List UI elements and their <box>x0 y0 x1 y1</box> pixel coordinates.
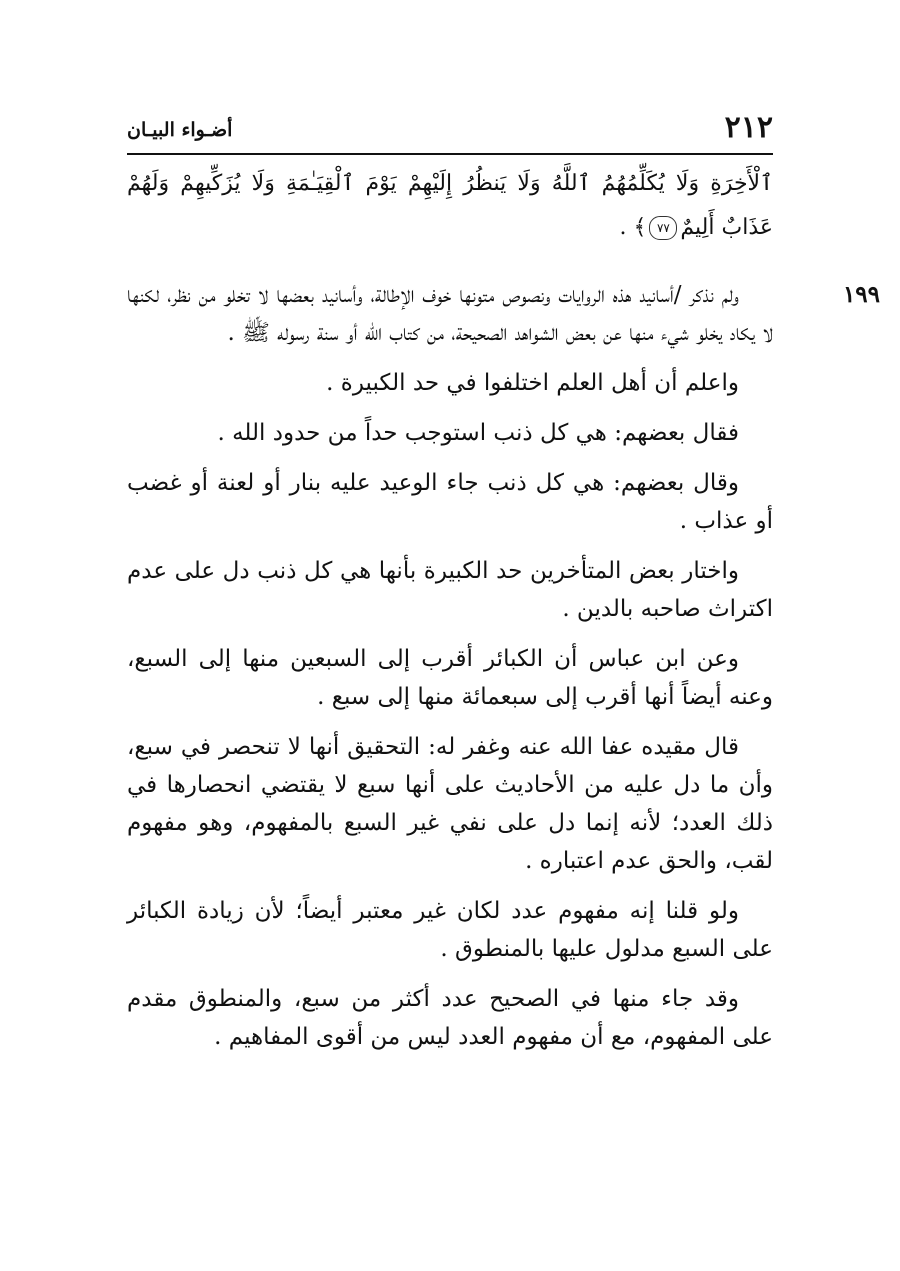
quran-verse <box>127 162 773 250</box>
running-title: أضـواء البيـان <box>127 119 233 141</box>
paragraph: قال مقيده عفا الله عنه وغفر له: التحقيق أنها لا تنحصر في سبع، وأن ما دل عليه من الأحاديث على أنها سبع لا يقتضي انحصارها في ذلك العدد؛ لأنه إنما دل على نفي غير السبع بالمفهوم، وهو مفهوم لقب، والحق عدم اعتباره . <box>127 734 773 874</box>
paragraph: وقد جاء منها في الصحيح عدد أكثر من سبع، والمنطوق مقدم على المفهوم، مع أن مفهوم العدد ليس من أقوى المفاهيم . <box>127 986 773 1050</box>
header-divider <box>127 153 773 155</box>
paragraph: وقال بعضهم: هي كل ذنب جاء الوعيد عليه بنار أو لعنة أو غضب أو عذاب . <box>127 470 773 534</box>
body-text <box>127 162 773 1068</box>
paragraph: واعلم أن أهل العلم اختلفوا في حد الكبيرة . <box>326 370 739 396</box>
ayah-number-marker: ٧٧ <box>649 216 677 240</box>
paragraph: واختار بعض المتأخرين حد الكبيرة بأنها هي كل ذنب دل على عدم اكتراث صاحبه بالدين . <box>127 558 773 622</box>
paragraph: ولم نذكر /أسانيد هذه الروايات ونصوص متونها خوف الإطالة، وأسانيد بعضها لا تخلو من نظر، لكنها لا يكاد يخلو شيء منها عن بعض الشواهد الصحيحة، من كتاب الله أو سنة رسوله ﷺ . <box>127 282 773 346</box>
page-header <box>127 108 773 148</box>
paragraph: وعن ابن عباس أن الكبائر أقرب إلى السبعين منها إلى السبع، وعنه أيضاً أنها أقرب إلى سبعمائة منها إلى سبع . <box>127 646 773 710</box>
paragraph: فقال بعضهم: هي كل ذنب استوجب حداً من حدود الله . <box>217 420 739 446</box>
verse-closing: ﴾ . <box>619 215 647 240</box>
paragraph: ولو قلنا إنه مفهوم عدد لكان غير معتبر أيضاً؛ لأن زيادة الكبائر على السبع مدلول عليها بالمنطوق . <box>127 898 773 962</box>
verse-text: ٱلْأَخِرَةِ وَلَا يُكَلِّمُهُمُ ٱللَّهُ وَلَا يَنظُرُ إِلَيْهِمْ يَوْمَ ٱلْقِيَـٰمَةِ وَلَا يُزَكِّيهِمْ وَلَهُمْ عَذَابٌ أَلِيمٌ <box>127 171 773 240</box>
page-number: ٢١٢ <box>724 110 773 145</box>
margin-page-marker: ١٩٩ <box>842 281 880 308</box>
